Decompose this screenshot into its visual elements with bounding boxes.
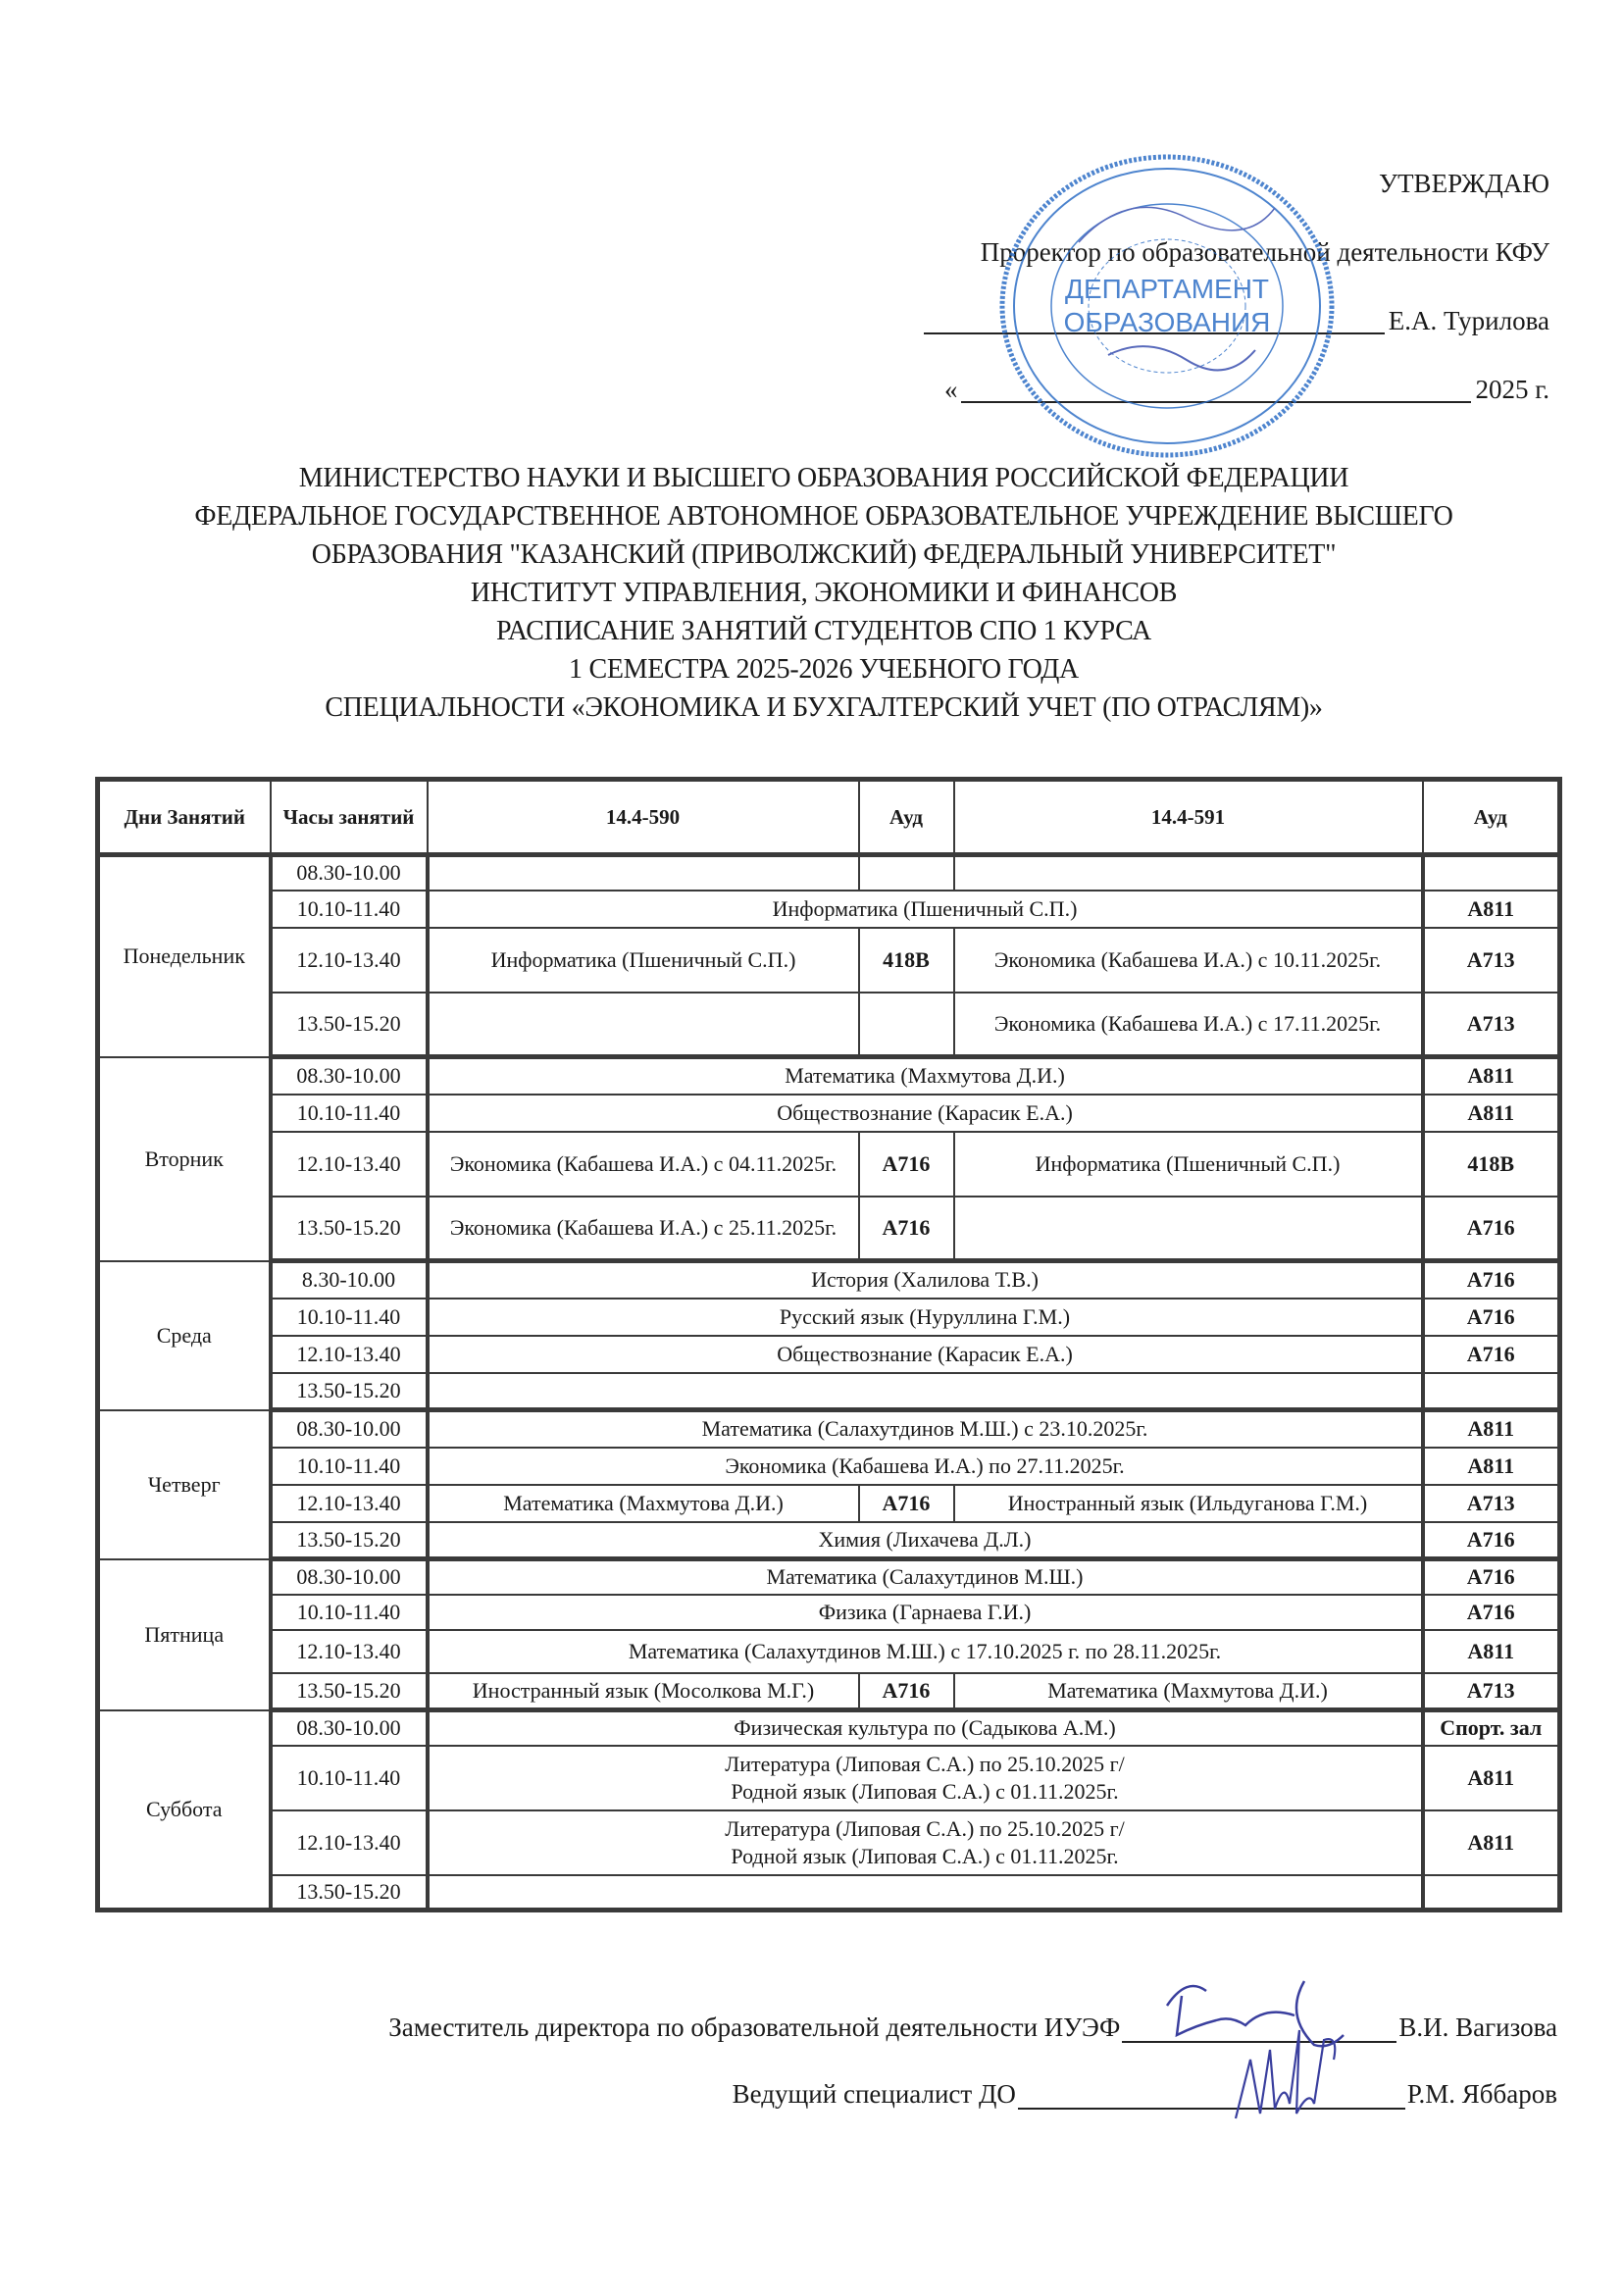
date-underline xyxy=(961,376,1471,403)
lesson-line: Литература (Липовая С.А.) по 25.10.2025 г/ xyxy=(725,1815,1125,1841)
joint-lesson-cell xyxy=(428,1373,1423,1410)
table-row xyxy=(98,928,1560,993)
deputy-name: В.И. Вагизова xyxy=(1398,2013,1557,2042)
joint-lesson-cell: Русский язык (Нуруллина Г.М.) xyxy=(428,1299,1423,1336)
deputy-position: Заместитель директора по образовательной деятельности ИУЭФ xyxy=(388,2013,1121,2042)
deputy-underline xyxy=(1122,2015,1396,2043)
aud-2-cell: A713 xyxy=(1423,993,1560,1057)
aud-2-cell: A811 xyxy=(1423,1095,1560,1132)
heading-ministry: МИНИСТЕРСТВО НАУКИ И ВЫСШЕГО ОБРАЗОВАНИЯ РОССИЙСКОЙ ФЕДЕРАЦИИ xyxy=(298,463,1349,493)
table-row xyxy=(98,1299,1560,1336)
table-row xyxy=(98,855,1560,891)
joint-lesson-cell: Экономика (Кабашева И.А.) по 27.11.2025г. xyxy=(428,1448,1423,1485)
table-row xyxy=(98,891,1560,928)
table-row xyxy=(98,1485,1560,1522)
aud-2-cell xyxy=(1423,855,1560,891)
approval-position-line xyxy=(804,218,1549,286)
header-aud-1: Ауд xyxy=(859,780,954,855)
aud-1-cell: 418B xyxy=(859,928,954,993)
time-cell: 10.10-11.40 xyxy=(271,1746,428,1810)
time-cell: 12.10-13.40 xyxy=(271,1132,428,1197)
group-590-cell xyxy=(428,855,859,891)
approval-title-line xyxy=(804,149,1549,218)
header-aud-2: Ауд xyxy=(1423,780,1560,855)
time-cell: 08.30-10.00 xyxy=(271,1559,428,1595)
group-590-cell: Информатика (Пшеничный С.П.) xyxy=(428,928,859,993)
aud-2-cell: A811 xyxy=(1423,891,1560,928)
aud-2-cell: A716 xyxy=(1423,1336,1560,1373)
joint-lesson-cell: Математика (Салахутдинов М.Ш.) xyxy=(428,1559,1423,1595)
joint-lesson-cell: Обществознание (Карасик Е.А.) xyxy=(428,1336,1423,1373)
approval-signature-line xyxy=(804,286,1549,355)
joint-lesson-cell xyxy=(428,1746,1423,1810)
lesson-line: Родной язык (Липовая С.А.) с 01.11.2025г. xyxy=(731,1778,1119,1804)
aud-2-cell: A811 xyxy=(1423,1410,1560,1448)
time-cell: 12.10-13.40 xyxy=(271,1336,428,1373)
joint-lesson-cell: История (Халилова Т.В.) xyxy=(428,1261,1423,1299)
day-wednesday: Среда xyxy=(98,1261,271,1410)
approval-name: Е.А. Турилова xyxy=(1388,305,1549,335)
aud-1-cell: A716 xyxy=(859,1132,954,1197)
table-row xyxy=(98,1875,1560,1911)
time-cell: 12.10-13.40 xyxy=(271,1630,428,1673)
aud-2-cell: A811 xyxy=(1423,1810,1560,1875)
approval-block xyxy=(804,149,1549,424)
time-cell: 10.10-11.40 xyxy=(271,891,428,928)
group-591-cell: Экономика (Кабашева И.А.) с 10.11.2025г. xyxy=(954,928,1423,993)
time-cell: 10.10-11.40 xyxy=(271,1448,428,1485)
table-row xyxy=(98,1197,1560,1261)
day-monday: Понедельник xyxy=(98,855,271,1057)
approval-year: 2025 г. xyxy=(1475,374,1549,404)
time-cell: 08.30-10.00 xyxy=(271,1710,428,1746)
aud-2-cell: A716 xyxy=(1423,1299,1560,1336)
joint-lesson-cell: Обществознание (Карасик Е.А.) xyxy=(428,1095,1423,1132)
aud-2-cell: A716 xyxy=(1423,1522,1560,1559)
lesson-line: Литература (Липовая С.А.) по 25.10.2025 г/ xyxy=(725,1751,1125,1776)
time-cell: 12.10-13.40 xyxy=(271,1485,428,1522)
group-591-cell xyxy=(954,1197,1423,1261)
group-590-cell: Математика (Махмутова Д.И.) xyxy=(428,1485,859,1522)
specialist-position: Ведущий специалист ДО xyxy=(732,2079,1016,2109)
svg-text:ОБРАЗОВАНИЯ: ОБРАЗОВАНИЯ xyxy=(1063,307,1271,337)
day-thursday: Четверг xyxy=(98,1410,271,1559)
day-saturday: Суббота xyxy=(98,1710,271,1911)
table-row xyxy=(98,1595,1560,1630)
header-day: Дни Занятий xyxy=(98,780,271,855)
aud-2-cell: A713 xyxy=(1423,928,1560,993)
aud-2-cell: A713 xyxy=(1423,1673,1560,1710)
aud-2-cell: 418B xyxy=(1423,1132,1560,1197)
specialist-name: Р.М. Яббаров xyxy=(1406,2079,1557,2109)
aud-1-cell: A716 xyxy=(859,1673,954,1710)
signature-underline xyxy=(924,307,1385,334)
date-quote: « xyxy=(943,374,958,404)
time-cell: 08.30-10.00 xyxy=(271,855,428,891)
group-590-cell: Экономика (Кабашева И.А.) с 25.11.2025г. xyxy=(428,1197,859,1261)
aud-2-cell: A811 xyxy=(1423,1630,1560,1673)
group-591-cell: Математика (Махмутова Д.И.) xyxy=(954,1673,1423,1710)
aud-1-cell xyxy=(859,993,954,1057)
group-590-cell: Иностранный язык (Мосолкова М.Г.) xyxy=(428,1673,859,1710)
time-cell: 13.50-15.20 xyxy=(271,993,428,1057)
time-cell: 13.50-15.20 xyxy=(271,1875,428,1911)
joint-lesson-cell xyxy=(428,1810,1423,1875)
aud-2-cell xyxy=(1423,1373,1560,1410)
aud-2-cell: A716 xyxy=(1423,1197,1560,1261)
heading-semester: 1 СЕМЕСТРА 2025-2026 УЧЕБНОГО ГОДА xyxy=(569,654,1079,685)
aud-2-cell: Спорт. зал xyxy=(1423,1710,1560,1746)
group-590-cell: Экономика (Кабашева И.А.) с 04.11.2025г. xyxy=(428,1132,859,1197)
table-row xyxy=(98,1373,1560,1410)
time-cell: 10.10-11.40 xyxy=(271,1299,428,1336)
table-row xyxy=(98,1810,1560,1875)
time-cell: 08.30-10.00 xyxy=(271,1410,428,1448)
table-row xyxy=(98,1448,1560,1485)
group-590-cell xyxy=(428,993,859,1057)
document-heading xyxy=(88,459,1559,727)
aud-2-cell: A716 xyxy=(1423,1261,1560,1299)
group-591-cell: Информатика (Пшеничный С.П.) xyxy=(954,1132,1423,1197)
table-row xyxy=(98,1261,1560,1299)
aud-2-cell: A811 xyxy=(1423,1448,1560,1485)
approval-date-line xyxy=(804,355,1549,424)
group-591-cell: Экономика (Кабашева И.А.) с 17.11.2025г. xyxy=(954,993,1423,1057)
schedule-table xyxy=(95,777,1562,1912)
time-cell: 10.10-11.40 xyxy=(271,1595,428,1630)
time-cell: 13.50-15.20 xyxy=(271,1522,428,1559)
table-row xyxy=(98,1057,1560,1095)
header-group-591: 14.4-591 xyxy=(954,780,1423,855)
joint-lesson-cell: Математика (Салахутдинов М.Ш.) с 23.10.2025г. xyxy=(428,1410,1423,1448)
table-row xyxy=(98,1630,1560,1673)
aud-1-cell xyxy=(859,855,954,891)
heading-schedule-title: РАСПИСАНИЕ ЗАНЯТИЙ СТУДЕНТОВ СПО 1 КУРСА xyxy=(496,616,1151,646)
time-cell: 10.10-11.40 xyxy=(271,1095,428,1132)
table-row xyxy=(98,1673,1560,1710)
heading-specialty: СПЕЦИАЛЬНОСТИ «ЭКОНОМИКА И БУХГАЛТЕРСКИЙ УЧЕТ (ПО ОТРАСЛЯМ)» xyxy=(325,692,1323,723)
group-591-cell xyxy=(954,855,1423,891)
table-row xyxy=(98,1095,1560,1132)
time-cell: 12.10-13.40 xyxy=(271,928,428,993)
aud-2-cell: A811 xyxy=(1423,1057,1560,1095)
aud-2-cell xyxy=(1423,1875,1560,1911)
joint-lesson-cell: Информатика (Пшеничный С.П.) xyxy=(428,891,1423,928)
time-cell: 8.30-10.00 xyxy=(271,1261,428,1299)
table-row xyxy=(98,1559,1560,1595)
joint-lesson-cell: Физическая культура по (Садыкова А.М.) xyxy=(428,1710,1423,1746)
table-row xyxy=(98,1710,1560,1746)
joint-lesson-cell: Химия (Лихачева Д.Л.) xyxy=(428,1522,1423,1559)
deputy-signature-line xyxy=(388,2013,1557,2043)
joint-lesson-cell: Математика (Махмутова Д.И.) xyxy=(428,1057,1423,1095)
svg-text:ДЕПАРТАМЕНТ: ДЕПАРТАМЕНТ xyxy=(1064,274,1270,304)
table-row xyxy=(98,1132,1560,1197)
joint-lesson-cell xyxy=(428,1875,1423,1911)
aud-2-cell: A716 xyxy=(1423,1559,1560,1595)
table-row xyxy=(98,1336,1560,1373)
time-cell: 08.30-10.00 xyxy=(271,1057,428,1095)
joint-lesson-cell: Математика (Салахутдинов М.Ш.) с 17.10.2025 г. по 28.11.2025г. xyxy=(428,1630,1423,1673)
time-cell: 12.10-13.40 xyxy=(271,1810,428,1875)
aud-1-cell: A716 xyxy=(859,1485,954,1522)
table-row xyxy=(98,1522,1560,1559)
time-cell: 13.50-15.20 xyxy=(271,1373,428,1410)
aud-2-cell: A713 xyxy=(1423,1485,1560,1522)
table-row xyxy=(98,1410,1560,1448)
heading-institute: ИНСТИТУТ УПРАВЛЕНИЯ, ЭКОНОМИКИ И ФИНАНСОВ xyxy=(470,578,1178,608)
lesson-line: Родной язык (Липовая С.А.) с 01.11.2025г. xyxy=(731,1843,1119,1868)
day-tuesday: Вторник xyxy=(98,1057,271,1261)
group-591-cell: Иностранный язык (Ильдуганова Г.М.) xyxy=(954,1485,1423,1522)
aud-2-cell: A811 xyxy=(1423,1746,1560,1810)
day-friday: Пятница xyxy=(98,1559,271,1710)
header-group-590: 14.4-590 xyxy=(428,780,859,855)
aud-2-cell: A716 xyxy=(1423,1595,1560,1630)
table-row xyxy=(98,993,1560,1057)
aud-1-cell: A716 xyxy=(859,1197,954,1261)
heading-institution-1: ФЕДЕРАЛЬНОЕ ГОСУДАРСТВЕННОЕ АВТОНОМНОЕ ОБРАЗОВАТЕЛЬНОЕ УЧРЕЖДЕНИЕ ВЫСШЕГО xyxy=(194,501,1453,532)
time-cell: 13.50-15.20 xyxy=(271,1673,428,1710)
heading-institution-2: ОБРАЗОВАНИЯ "КАЗАНСКИЙ (ПРИВОЛЖСКИЙ) ФЕДЕРАЛЬНЫЙ УНИВЕРСИТЕТ" xyxy=(311,539,1337,570)
specialist-underline xyxy=(1018,2082,1405,2110)
table-header-row xyxy=(98,780,1560,855)
header-hours: Часы занятий xyxy=(271,780,428,855)
approval-position: Проректор по образовательной деятельности КФУ xyxy=(980,236,1549,267)
approval-title: УТВЕРЖДАЮ xyxy=(1378,168,1549,198)
joint-lesson-cell: Физика (Гарнаева Г.И.) xyxy=(428,1595,1423,1630)
time-cell: 13.50-15.20 xyxy=(271,1197,428,1261)
specialist-signature-line xyxy=(733,2079,1557,2110)
table-row xyxy=(98,1746,1560,1810)
